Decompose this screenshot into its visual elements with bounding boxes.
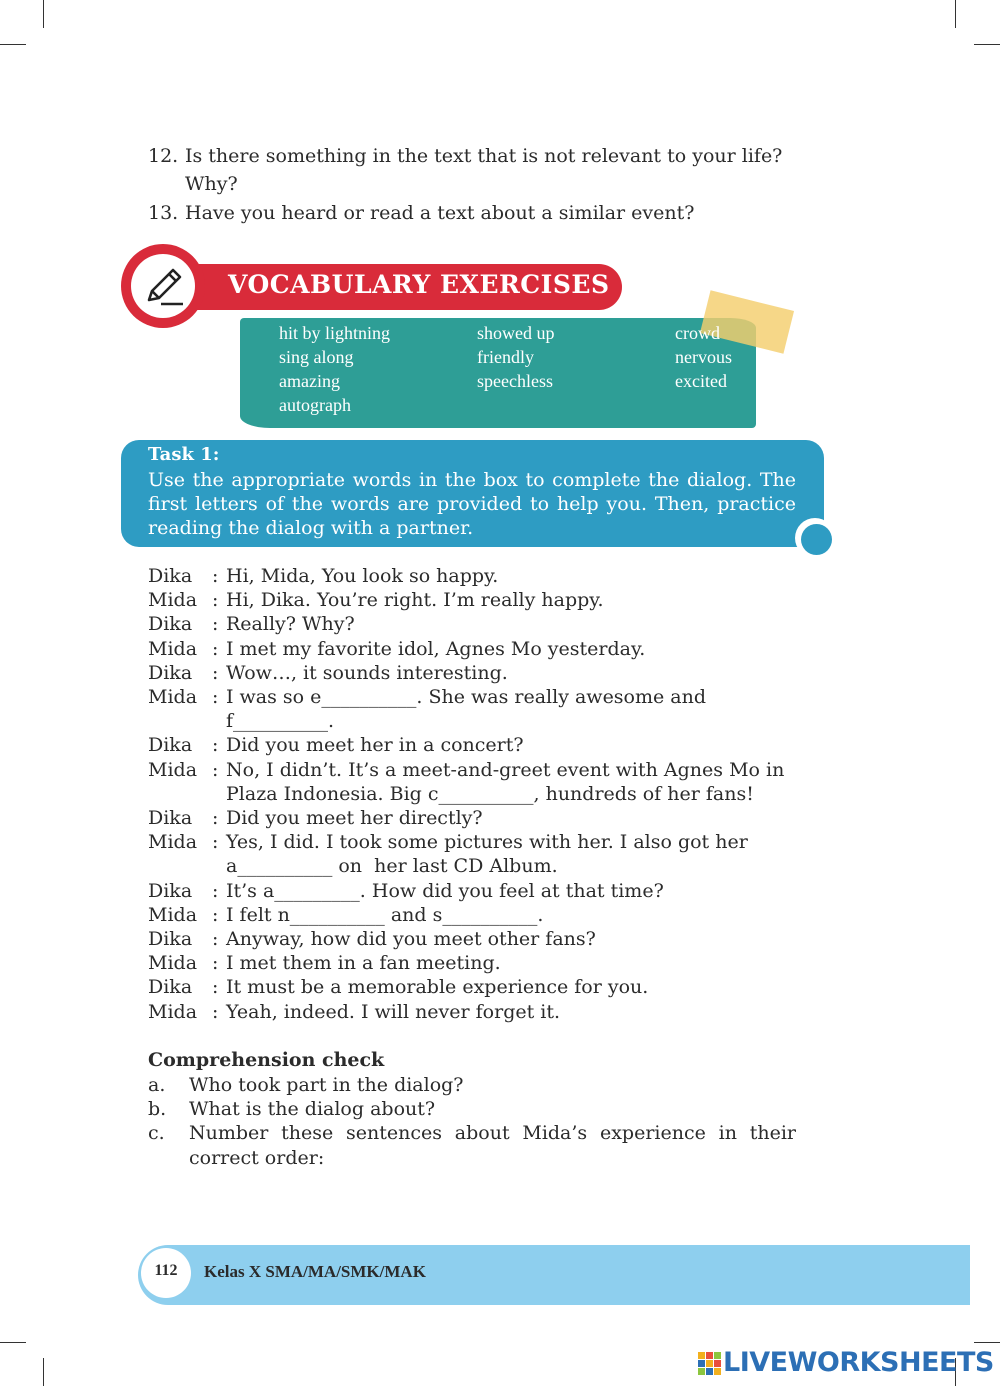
comprehension-item <box>148 1097 796 1122</box>
dialog-line <box>148 661 808 685</box>
task-instruction: Use the appropriate words in the box to complete the dialog. The first letters of the words are provided to help you. Then, practice reading the dialog with a partner. <box>148 469 796 539</box>
dialog-speaker: Dika <box>148 734 193 757</box>
dialog-colon: : <box>212 637 219 660</box>
dialog-text: It’s a_________. How did you feel at that time? <box>226 879 664 902</box>
dialog-colon: : <box>212 758 219 781</box>
dialog-colon: : <box>212 589 219 612</box>
dialog-colon <box>212 782 226 806</box>
dialog-text: I met my favorite idol, Agnes Mo yesterday. <box>226 637 646 660</box>
item-letter: c. <box>148 1122 165 1144</box>
crop-mark <box>43 1358 44 1386</box>
dialog-line <box>148 758 808 782</box>
dialog-text: Hi, Dika. You’re right. I’m really happy. <box>226 589 604 612</box>
word-item: showed up <box>477 323 555 343</box>
question-text: Have you heard or read a text about a similar event? <box>185 202 695 224</box>
dialog-line <box>148 951 808 975</box>
book-title: Kelas X SMA/MA/SMK/MAK <box>204 1262 426 1281</box>
dialog <box>148 564 808 1024</box>
dialog-speaker: Mida <box>148 758 198 781</box>
dialog-speaker: Mida <box>148 903 198 926</box>
dialog-speaker: Dika <box>148 928 193 951</box>
dialog-colon: : <box>212 807 219 830</box>
dialog-colon: : <box>212 952 219 975</box>
dialog-speaker: Mida <box>148 831 198 854</box>
question-text: Is there something in the text that is not relevant to your life? <box>185 145 783 167</box>
word-item: amazing <box>279 371 340 391</box>
item-letter: b. <box>148 1098 167 1120</box>
liveworksheets-watermark <box>698 1346 994 1380</box>
question-continuation <box>185 170 238 198</box>
dialog-line <box>148 806 808 830</box>
dialog-speaker: Mida <box>148 589 198 612</box>
dialog-colon: : <box>212 613 219 636</box>
comprehension-item <box>148 1073 796 1098</box>
liveworksheets-logo-icon <box>698 1352 721 1375</box>
question-number: 13. <box>148 202 179 224</box>
word-item: sing along <box>279 347 354 367</box>
comprehension-title: Comprehension check <box>148 1049 385 1071</box>
dialog-speaker: Dika <box>148 565 193 587</box>
dialog-speaker: Mida <box>148 1000 198 1023</box>
dialog-text: Yeah, indeed. I will never forget it. <box>226 1000 561 1023</box>
dialog-speaker <box>148 709 212 733</box>
crop-mark <box>0 44 26 45</box>
question-item <box>148 199 694 227</box>
dialog-colon: : <box>212 928 219 951</box>
question-item <box>148 142 782 170</box>
task-dot <box>801 524 832 555</box>
dialog-colon: : <box>212 831 219 854</box>
dialog-line <box>148 782 808 806</box>
crop-mark <box>955 0 956 28</box>
word-item: excited <box>675 371 727 391</box>
word-item: nervous <box>675 347 732 367</box>
dialog-line <box>148 709 808 733</box>
page-number: 112 <box>154 1262 178 1279</box>
dialog-text: I felt n__________ and s__________. <box>226 903 544 926</box>
crop-mark <box>0 1342 26 1343</box>
dialog-colon: : <box>212 903 219 926</box>
dialog-line <box>148 975 808 999</box>
dialog-speaker: Dika <box>148 976 193 999</box>
dialog-speaker: Dika <box>148 879 193 902</box>
item-text: Number these sentences about Mida’s experience in their correct order: <box>189 1122 796 1169</box>
dialog-colon: : <box>212 565 219 587</box>
dialog-text: Wow…, it sounds interesting. <box>226 661 508 684</box>
dialog-text: No, I didn’t. It’s a meet-and-greet event with Agnes Mo in <box>226 758 785 781</box>
dialog-speaker: Dika <box>148 613 193 636</box>
dialog-text: Anyway, how did you meet other fans? <box>226 928 596 951</box>
item-text: What is the dialog about? <box>189 1098 436 1120</box>
dialog-text: f__________. <box>226 710 335 733</box>
word-item: crowd <box>675 323 720 343</box>
dialog-colon: : <box>212 1000 219 1023</box>
dialog-line <box>148 830 808 854</box>
dialog-speaker: Mida <box>148 686 198 709</box>
dialog-text: I was so e__________. She was really awesome and <box>226 686 707 709</box>
dialog-line <box>148 685 808 709</box>
crop-mark <box>974 44 1000 45</box>
dialog-colon: : <box>212 686 219 709</box>
dialog-line <box>148 612 808 636</box>
dialog-line <box>148 903 808 927</box>
dialog-line <box>148 927 808 951</box>
dialog-text: a__________ on her last CD Album. <box>226 855 558 878</box>
dialog-speaker: Mida <box>148 952 198 975</box>
dialog-text: Did you meet her in a concert? <box>226 734 524 757</box>
dialog-line <box>148 854 808 878</box>
dialog-text: Really? Why? <box>226 613 355 636</box>
crop-mark <box>974 1342 1000 1343</box>
dialog-colon: : <box>212 879 219 902</box>
dialog-text: I met them in a fan meeting. <box>226 952 501 975</box>
item-letter: a. <box>148 1074 166 1096</box>
watermark-text: LIVEWORKSHEETS <box>723 1347 994 1378</box>
dialog-text: Yes, I did. I took some pictures with her. I also got her <box>226 831 748 854</box>
dialog-colon: : <box>212 976 219 999</box>
word-item: friendly <box>477 347 534 367</box>
item-text: Who took part in the dialog? <box>189 1074 464 1096</box>
dialog-line <box>148 1000 808 1024</box>
crop-mark <box>43 0 44 28</box>
dialog-line <box>148 564 808 588</box>
dialog-speaker <box>148 854 212 878</box>
word-item: speechless <box>477 371 553 391</box>
dialog-colon: : <box>212 734 219 757</box>
dialog-speaker <box>148 782 212 806</box>
dialog-text: Hi, Mida, You look so happy. <box>226 565 499 587</box>
dialog-text: Did you meet her directly? <box>226 807 483 830</box>
dialog-line <box>148 733 808 757</box>
dialog-line <box>148 879 808 903</box>
word-item: hit by lightning <box>279 323 391 343</box>
task-title: Task 1: <box>148 444 220 465</box>
dialog-line <box>148 637 808 661</box>
dialog-colon <box>212 709 226 733</box>
pencil-icon <box>141 264 187 310</box>
word-item: autograph <box>279 395 351 415</box>
comprehension-item <box>148 1121 796 1170</box>
dialog-text: Plaza Indonesia. Big c__________, hundreds of her fans! <box>226 782 754 805</box>
dialog-colon <box>212 854 226 878</box>
dialog-colon: : <box>212 661 219 684</box>
dialog-line <box>148 588 808 612</box>
section-title: VOCABULARY EXERCISES <box>228 270 610 299</box>
dialog-speaker: Mida <box>148 637 198 660</box>
dialog-text: It must be a memorable experience for you. <box>226 976 649 999</box>
dialog-speaker: Dika <box>148 807 193 830</box>
question-text: Why? <box>185 173 238 195</box>
question-number: 12. <box>148 145 179 167</box>
dialog-speaker: Dika <box>148 661 193 684</box>
